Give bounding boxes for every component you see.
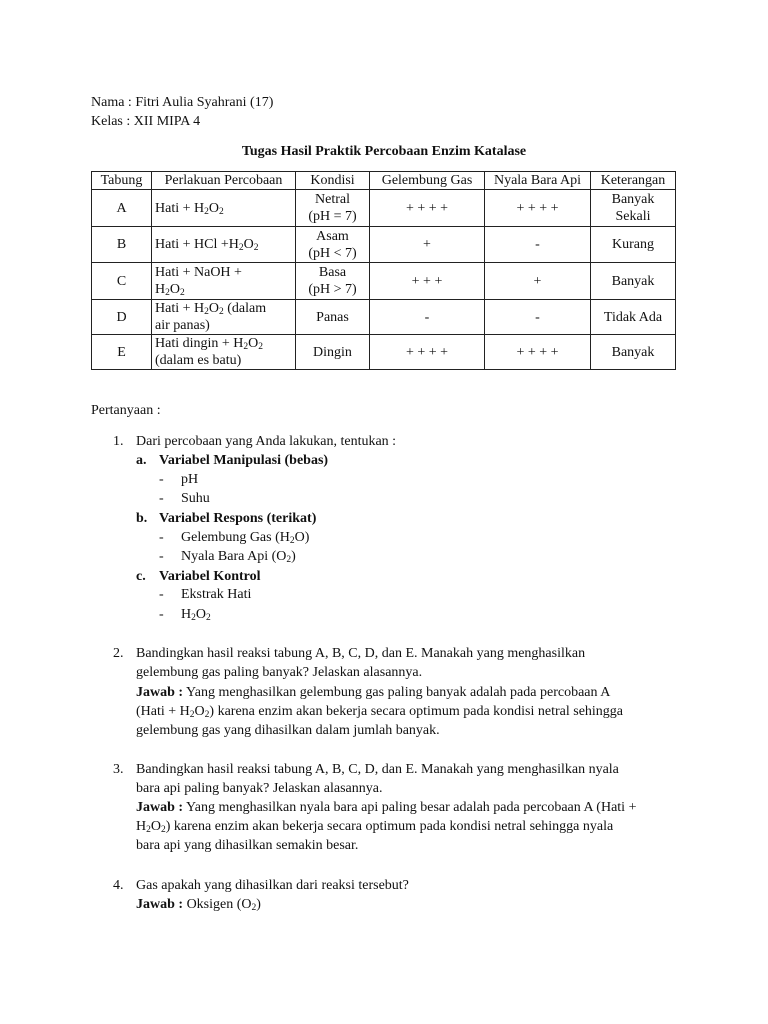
question-text: bara api paling banyak? Jelaskan alasannya. [136,781,383,796]
cell-keterangan: Tidak Ada [591,300,676,335]
table-row [92,335,676,370]
answer-text: Jawab : Oksigen $(O_2)$ [136,897,261,913]
cell-gelembung: + + + [370,263,485,300]
header-tabung: Tabung [92,172,152,190]
results-table [91,171,676,370]
question-text: Gas apakah yang dihasilkan dari reaksi tersebut? [136,878,409,893]
list-item: Nyala Bara Api $(O_2)$ [181,549,296,565]
question-number: 4. [113,878,124,893]
cell-nyala: + [485,263,591,300]
cell-tabung: E [92,335,152,370]
question-text: gelembung gas paling banyak? Jelaskan alasannya. [136,665,423,680]
cell-keterangan: Banyak Sekali [591,190,676,227]
table-row [92,227,676,263]
cell-tabung: A [92,190,152,227]
cell-perlakuan: Hati + $H_2O_2$ (dalam air panas) [152,300,296,335]
list-dash: - [159,607,164,622]
cell-nyala: - [485,300,591,335]
answer-text: gelembung gas yang dihasilkan dalam jumlah banyak. [136,723,440,738]
cell-perlakuan: Hati + $H_2O_2$ [152,190,296,227]
cell-tabung: C [92,263,152,300]
list-item: Suhu [181,491,210,506]
cell-keterangan: Banyak [591,335,676,370]
question-number: 2. [113,646,124,661]
answer-text: $H_2O_2$) karena enzim akan bekerja secara optimum pada kondisi netral sehingga nyala [136,819,614,835]
table-header-row [92,172,676,190]
variable-heading: Variabel Respons (terikat) [159,511,317,526]
cell-kondisi: Netral (pH = 7) [296,190,370,227]
document-title: Tugas Hasil Praktik Percobaan Enzim Katalase [241,144,527,159]
answer-text: Jawab : Yang menghasilkan nyala bara api paling besar adalah pada percobaan A (Hati + [136,800,637,815]
header-gelembung: Gelembung Gas [370,172,485,190]
list-dash: - [159,472,164,487]
sub-letter: b. [136,511,148,526]
cell-nyala: - [485,227,591,263]
list-dash: - [159,587,164,602]
question-text: Dari percobaan yang Anda lakukan, tentukan : [136,434,397,449]
table-row [92,263,676,300]
cell-gelembung: + + + + [370,190,485,227]
cell-perlakuan: Hati + NaOH + $H_2O_2$ [152,263,296,300]
header-kondisi: Kondisi [296,172,370,190]
cell-nyala: + + + + [485,190,591,227]
cell-tabung: D [92,300,152,335]
list-dash: - [159,491,164,506]
cell-nyala: + + + + [485,335,591,370]
cell-kondisi: Basa (pH > 7) [296,263,370,300]
student-class: Kelas : XII MIPA 4 [91,114,201,129]
question-number: 1. [113,434,124,449]
cell-kondisi: Dingin [296,335,370,370]
cell-perlakuan: Hati + HCl $+H_2O_2$ [152,227,296,263]
list-dash: - [159,530,164,545]
sub-letter: a. [136,453,147,468]
variable-heading: Variabel Manipulasi (bebas) [159,453,329,468]
header-keterangan: Keterangan [591,172,676,190]
student-name: Nama : Fitri Aulia Syahrani (17) [91,95,274,110]
header-perlakuan: Perlakuan Percobaan [152,172,296,190]
list-item: Gelembung Gas $(H_2O)$ [181,530,310,546]
sub-letter: c. [136,569,146,584]
cell-kondisi: Panas [296,300,370,335]
cell-gelembung: - [370,300,485,335]
table-row [92,190,676,227]
list-item: pH [181,472,199,487]
cell-kondisi: Asam (pH < 7) [296,227,370,263]
list-item: Ekstrak Hati [181,587,252,602]
list-item: $H_2O_2$ [181,607,211,623]
cell-gelembung: + [370,227,485,263]
cell-tabung: B [92,227,152,263]
question-number: 3. [113,762,124,777]
cell-gelembung: + + + + [370,335,485,370]
question-text: Bandingkan hasil reaksi tabung A, B, C, D, dan E. Manakah yang menghasilkan [136,646,586,661]
list-dash: - [159,549,164,564]
answer-text: bara api yang dihasilkan semakin besar. [136,838,359,853]
cell-perlakuan: Hati dingin + $H_2O_2$ (dalam es batu) [152,335,296,370]
variable-heading: Variabel Kontrol [159,569,261,584]
answer-text: (Hati + $H_2O_2$) karena enzim akan bekerja secara optimum pada kondisi netral sehingga [136,704,624,720]
cell-keterangan: Kurang [591,227,676,263]
answer-text: Jawab : Yang menghasilkan gelembung gas paling banyak adalah pada percobaan A [136,685,611,700]
header-nyala: Nyala Bara Api [485,172,591,190]
questions-heading: Pertanyaan : [91,403,161,418]
cell-keterangan: Banyak [591,263,676,300]
table-row [92,300,676,335]
question-text: Bandingkan hasil reaksi tabung A, B, C, D, dan E. Manakah yang menghasilkan nyala [136,762,619,777]
